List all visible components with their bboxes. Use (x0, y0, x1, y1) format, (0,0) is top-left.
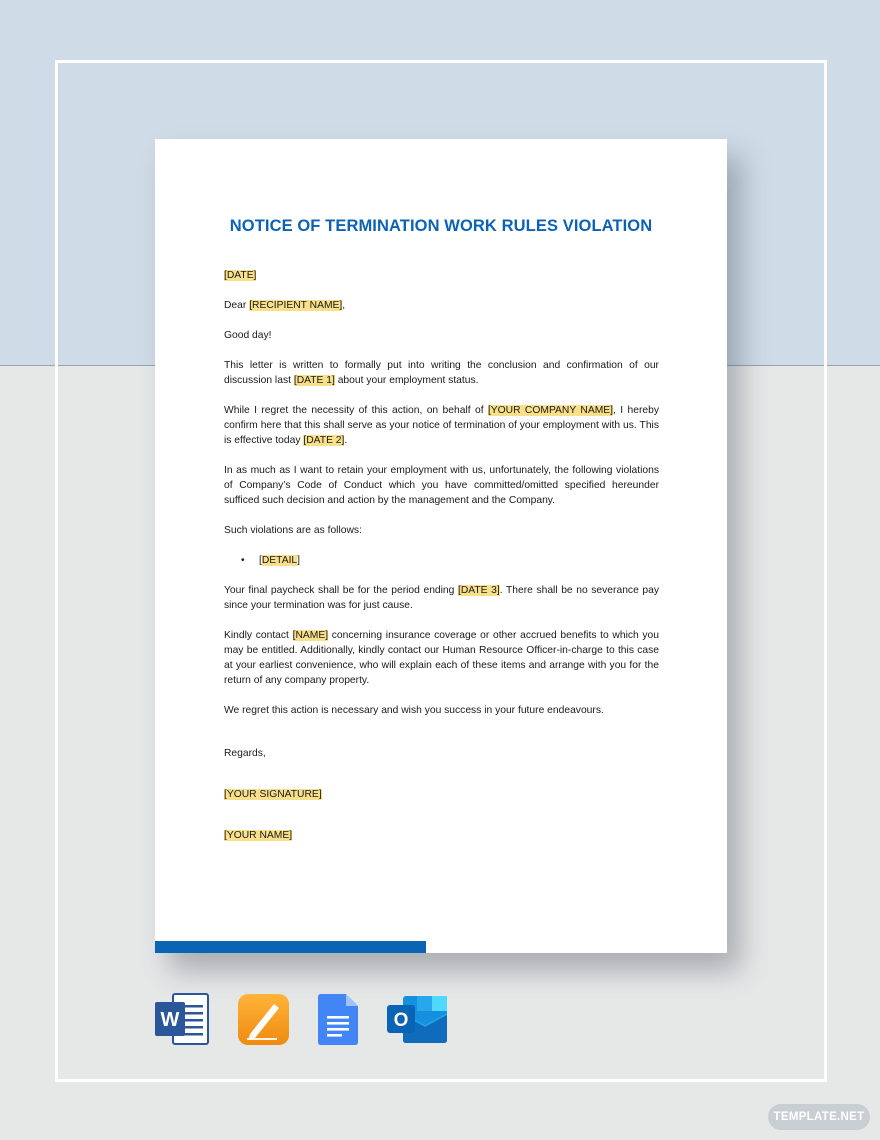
outlook-icon[interactable] (387, 994, 447, 1045)
date-placeholder: [DATE] (224, 270, 257, 281)
paragraph-paycheck: Your final paycheck shall be for the period ending [DATE 3]. There shall be no severance pay since your termination was for just cause. (224, 585, 659, 611)
pages-icon[interactable] (238, 994, 289, 1045)
company-placeholder: [YOUR COMPANY NAME] (487, 405, 614, 416)
bullet-dot: • (241, 555, 245, 566)
date2-placeholder: [DATE 2] (303, 435, 345, 446)
paragraph-regret: We regret this action is necessary and wish you success in your future endeavours. (224, 705, 604, 716)
salutation: Dear [RECIPIENT NAME], (224, 300, 346, 311)
word-letter: W (160, 1009, 180, 1031)
date-line (224, 268, 659, 283)
paragraph-contact: Kindly contact [NAME] concerning insurance coverage or other accrued benefits to which you may be entitled. Additionally, kindly contact our Human Resource Officer-in-charge to this case at your earliest convenience, who will explain each of these items and arrange with you for the return of any company property. (224, 630, 660, 686)
document-title: NOTICE OF TERMINATION WORK RULES VIOLATION (229, 217, 653, 235)
violations-intro: Such violations are as follows: (224, 525, 362, 536)
signature-placeholder: [YOUR SIGNATURE] (224, 789, 322, 800)
document-body (224, 268, 659, 858)
google-docs-icon[interactable] (318, 994, 358, 1045)
watermark-badge: TEMPLATE.NET (768, 1104, 870, 1130)
signature-line (224, 787, 659, 802)
outlook-letter: O (393, 1010, 409, 1031)
name-line (224, 828, 659, 843)
date1-placeholder: [DATE 1] (293, 375, 335, 386)
paragraph-notice: While I regret the necessity of this action, on behalf of [YOUR COMPANY NAME], I hereby confirm here that this shall serve as your notice of termination of your employment with us. This is effective today [DATE 2]. (224, 405, 659, 446)
date3-placeholder: [DATE 3] (457, 585, 500, 596)
recipient-placeholder: [RECIPIENT NAME] (249, 300, 343, 311)
document-page (155, 139, 727, 953)
page-accent-bar (155, 941, 426, 953)
word-icon[interactable] (155, 993, 209, 1045)
paragraph-violations: In as much as I want to retain your employment with us, unfortunately, the following violations of Company’s Code of Conduct which you have committed/omitted specified hereunder sufficed such decision and action by the management and the Company. (224, 465, 659, 506)
paragraph-discussion: This letter is written to formally put into writing the conclusion and confirmation of our discussion last [DATE 1] about your employment status. (224, 360, 659, 386)
closing: Regards, (224, 748, 266, 759)
name-placeholder: [NAME] (292, 630, 329, 641)
your-name-placeholder: [YOUR NAME] (224, 830, 293, 841)
violation-bullet: • [DETAIL] (241, 555, 301, 566)
greeting: Good day! (224, 330, 272, 341)
detail-placeholder: DETAIL (261, 555, 298, 566)
